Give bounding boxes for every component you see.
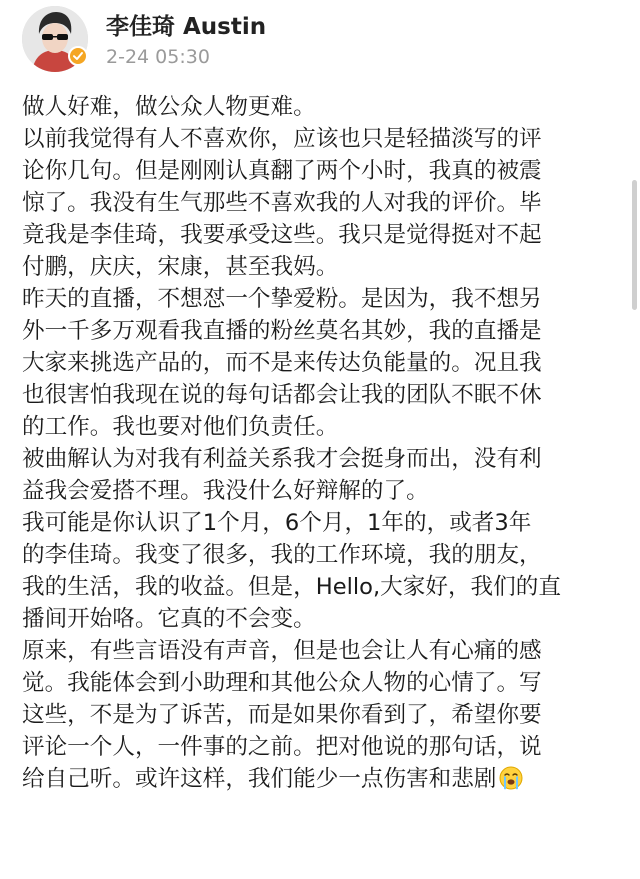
post-line: 评论一个人，一件事的之前。把对他说的那句话，说 [22,734,542,760]
crying-face-emoji-icon [498,765,524,800]
post-line: 被曲解认为对我有利益关系我才会挺身而出，没有利 [22,446,542,472]
post-line: 做人好难，做公众人物更难。 [22,94,316,120]
author-name[interactable]: 李佳琦 Austin [106,14,267,40]
post-line: 以前我觉得有人不喜欢你，应该也只是轻描淡写的评 [22,126,542,152]
post-line: 竟我是李佳琦，我要承受这些。我只是觉得挺对不起 [22,222,542,248]
post-line: 也很害怕我现在说的每句话都会让我的团队不眠不休 [22,382,542,408]
scrollbar[interactable] [632,180,637,310]
post-line: 益我会爱搭不理。我没什么好辩解的了。 [22,478,429,504]
post-line: 的李佳琦。我变了很多，我的工作环境，我的朋友， [22,542,542,568]
post-line: 外一千多万观看我直播的粉丝莫名其妙，我的直播是 [22,318,542,344]
post-line: 论你几句。但是刚刚认真翻了两个小时，我真的被震 [22,158,542,184]
post-timestamp: 2-24 05:30 [106,46,210,68]
verified-badge-icon [68,46,88,66]
post-line: 我可能是你认识了1个月，6个月，1年的，或者3年 [22,510,532,536]
post-line-text: 给自己听。或许这样，我们能少一点伤害和悲剧 [22,766,497,792]
post-line: 我的生活，我的收益。但是，Hello,大家好，我们的直 [22,574,561,600]
post-line: 的工作。我也要对他们负责任。 [22,414,339,440]
post-line: 昨天的直播，不想怼一个挚爱粉。是因为，我不想另 [22,286,542,312]
post-header [0,0,640,80]
post-last-line [22,763,622,800]
post-line: 这些，不是为了诉苦，而是如果你看到了，希望你要 [22,702,542,728]
post-line: 惊了。我没有生气那些不喜欢我的人对我的评价。毕 [22,190,542,216]
post-line: 付鹏，庆庆，宋康，甚至我妈。 [22,254,339,280]
post-line: 大家来挑选产品的，而不是来传达负能量的。况且我 [22,350,542,376]
post-line: 播间开始咯。它真的不会变。 [22,606,316,632]
post-line: 原来，有些言语没有声音，但是也会让人有心痛的感 [22,638,542,664]
post-body [22,91,622,800]
post-line: 觉。我能体会到小助理和其他公众人物的心情了。写 [22,670,542,696]
